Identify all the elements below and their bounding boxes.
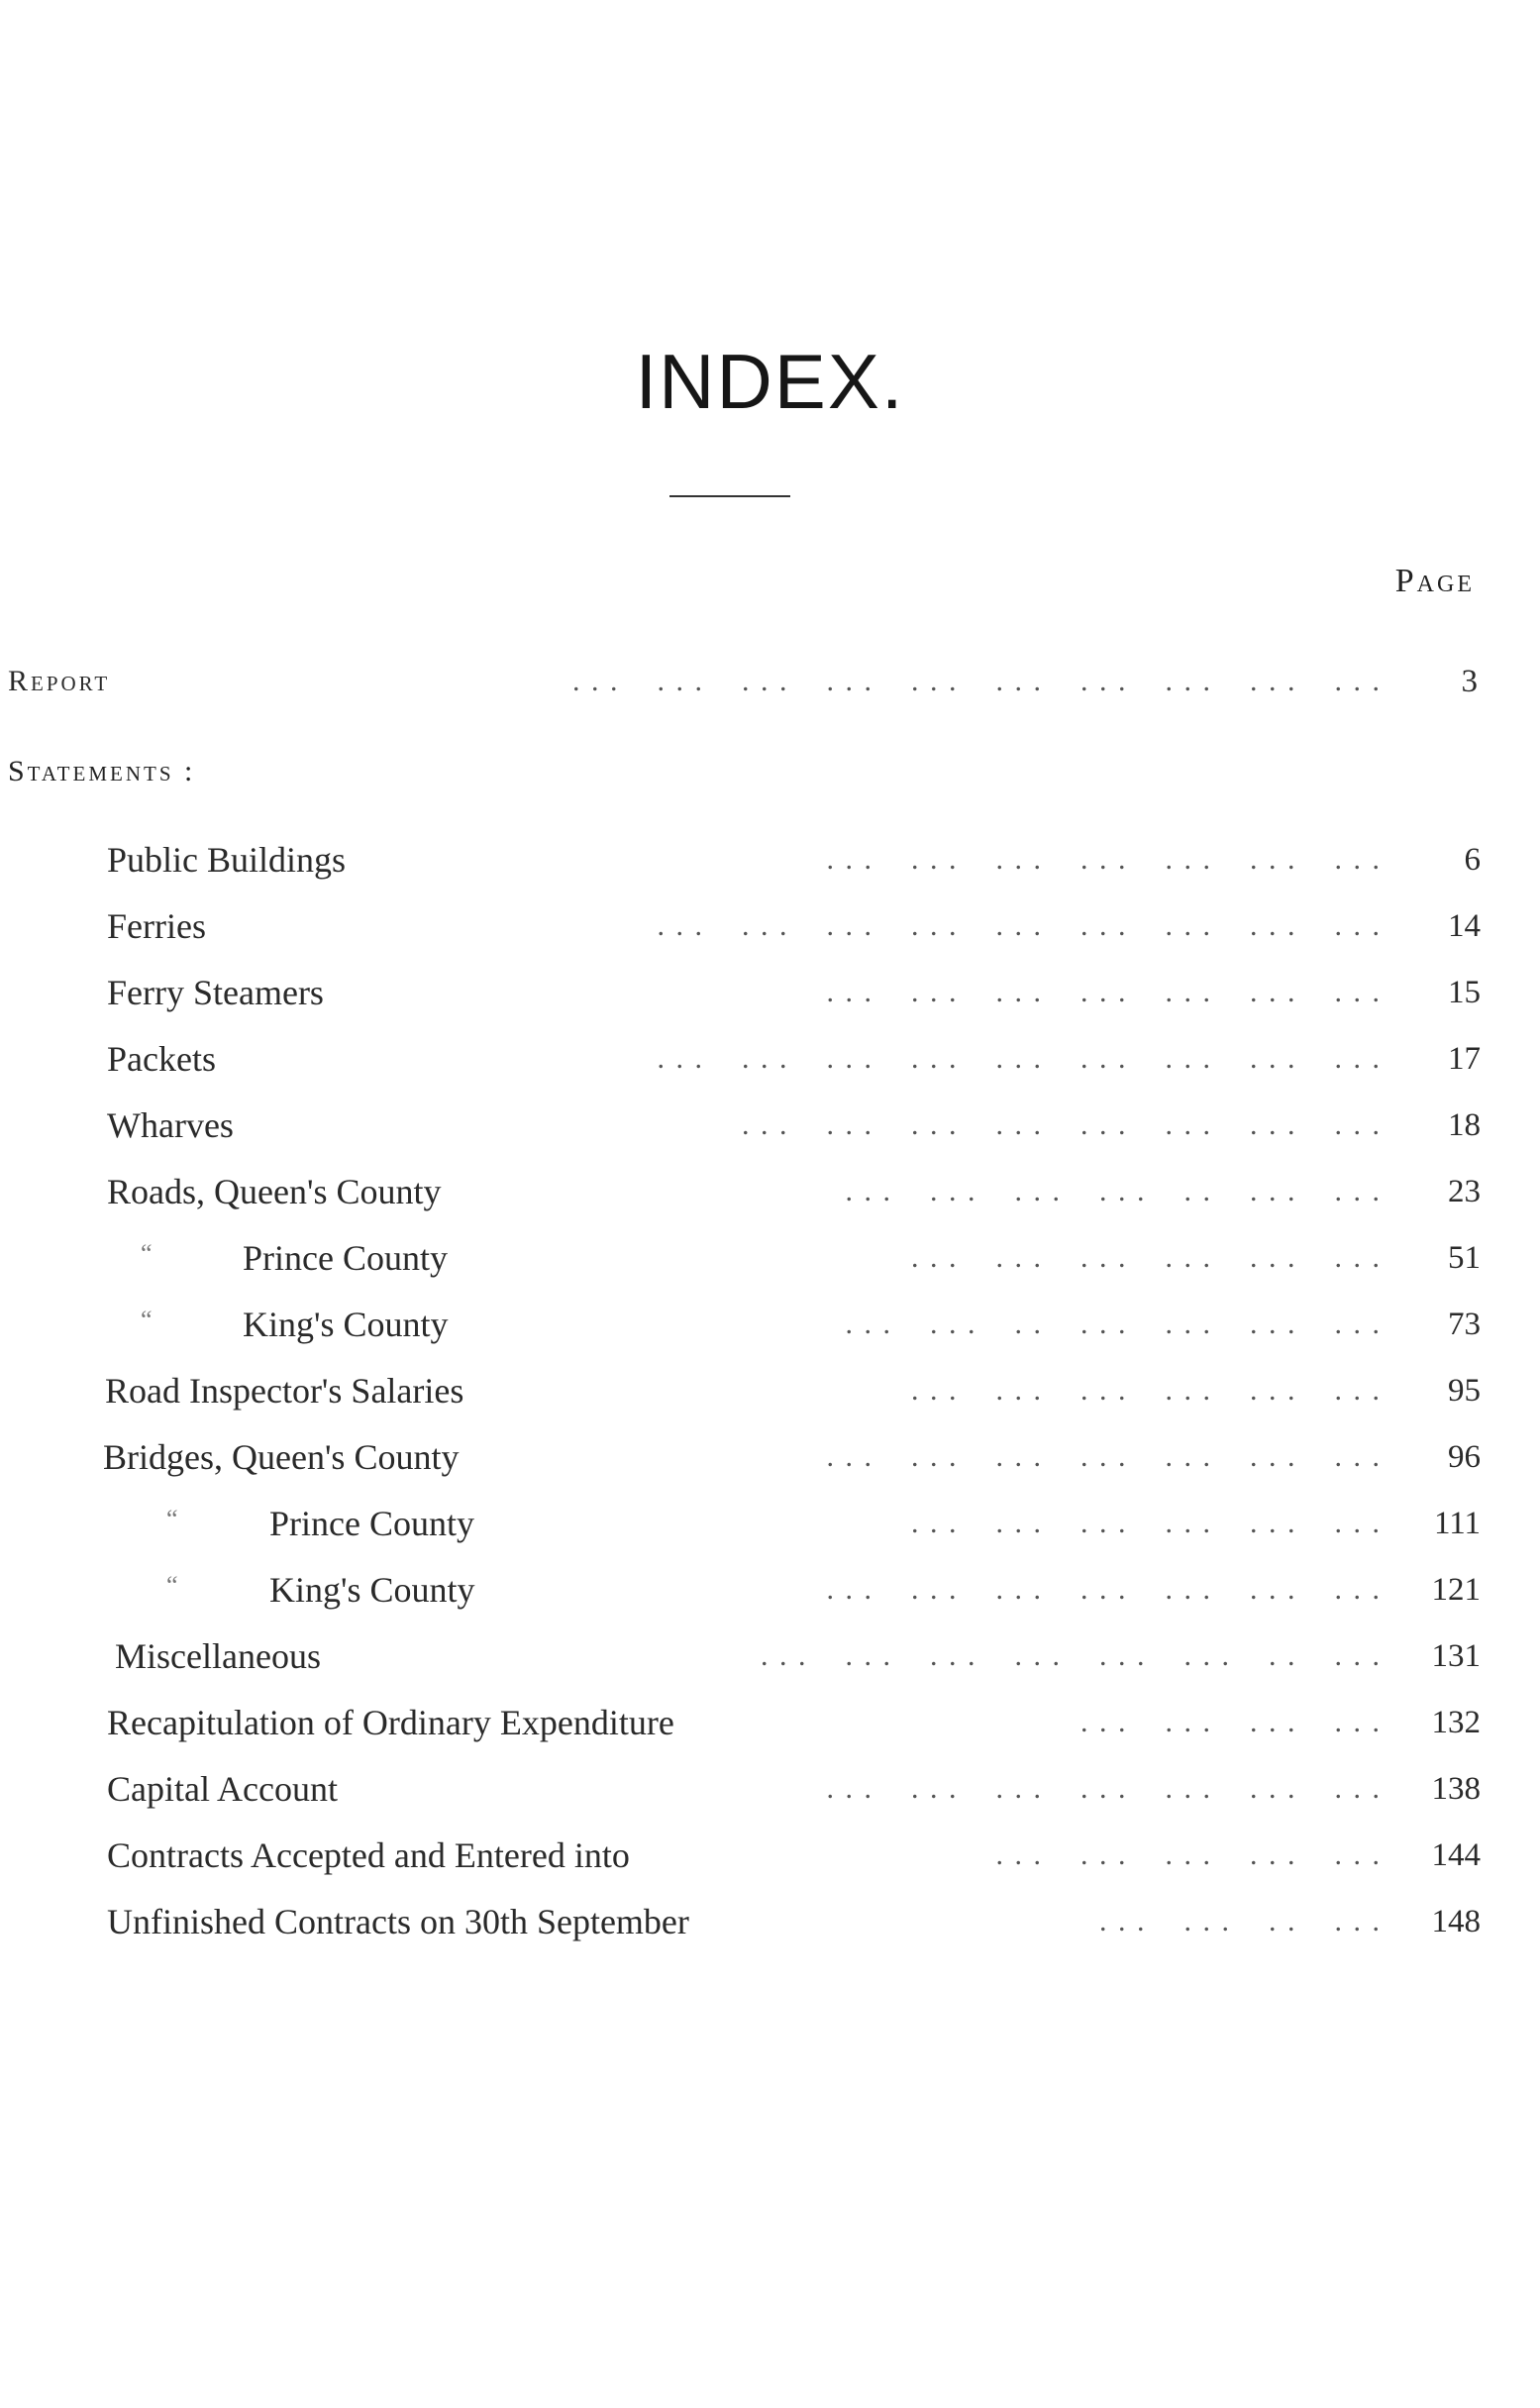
entry-page: 3: [1461, 664, 1481, 699]
index-entry: [0, 1366, 1540, 1415]
dot-leader: . . . . . . . . . . . . . . . . . .: [911, 1507, 1382, 1539]
index-entry: [0, 1831, 1540, 1880]
index-entry: [0, 1034, 1540, 1084]
entry-label: King's County: [269, 1570, 475, 1610]
index-entry-sub: [0, 1565, 1540, 1615]
entry-label: Recapitulation of Ordinary Expenditure: [107, 1703, 674, 1742]
ditto-mark: “: [166, 1571, 178, 1600]
dot-leader: . . . . . . . . . . . . . . . . . . . . . . . . . . .: [657, 1042, 1382, 1075]
entry-page: 51: [1448, 1240, 1481, 1276]
dot-leader: . . . . . . . . . . . . . . . . . . . .: [845, 1175, 1382, 1207]
dot-leader: . . . . . . . . . . . . . . . . . . . . . . . . . . . . . .: [572, 665, 1382, 697]
ditto-mark: “: [166, 1505, 178, 1533]
entry-page: 111: [1433, 1506, 1481, 1541]
entry-label: Miscellaneous: [115, 1636, 321, 1676]
index-entry: [0, 1432, 1540, 1482]
index-entry-sub: [0, 1233, 1540, 1283]
index-entry: [0, 1764, 1540, 1814]
title-rule: [669, 495, 790, 497]
entry-label: Packets: [107, 1039, 216, 1079]
entry-page: 148: [1431, 1904, 1481, 1939]
entry-label: Wharves: [107, 1105, 234, 1145]
statements-heading: Statements :: [8, 755, 196, 787]
entry-page: 17: [1448, 1041, 1481, 1077]
entry-page: 144: [1431, 1837, 1481, 1873]
dot-leader: . . . . . . . . . . . . . . . . . .: [911, 1241, 1382, 1274]
entry-page: 15: [1448, 975, 1481, 1010]
index-entry: [0, 901, 1540, 951]
entry-page: 131: [1431, 1638, 1481, 1674]
index-entry-report: [0, 657, 1540, 706]
page-title: INDEX.: [635, 338, 905, 425]
dot-leader: . . . . . . . . . . . . . . . . . . . . .: [826, 843, 1382, 876]
dot-leader: . . . . . . . . . . . . . . . . . . . . .: [826, 1573, 1382, 1606]
dot-leader: . . . . . . . . . . .: [1099, 1905, 1382, 1937]
entry-page: 14: [1448, 908, 1481, 944]
entry-label: Prince County: [243, 1238, 448, 1278]
page-column-heading: Page: [1394, 563, 1475, 599]
entry-label: Roads, Queen's County: [107, 1172, 442, 1211]
entry-label: Road Inspector's Salaries: [105, 1371, 464, 1411]
dot-leader: . . . . . . . . . . . . . . . . . . . . . . . . . . .: [657, 909, 1382, 942]
index-entry: [0, 835, 1540, 885]
entry-label: King's County: [243, 1305, 449, 1344]
entry-label: Public Buildings: [107, 840, 347, 880]
dot-leader: . . . . . . . . . . . . . . .: [995, 1838, 1382, 1871]
entry-label: Ferries: [107, 906, 206, 946]
index-entry-sub: [0, 1300, 1540, 1349]
entry-page: 18: [1448, 1107, 1481, 1143]
index-entry: [0, 968, 1540, 1017]
ditto-mark: “: [141, 1239, 153, 1268]
dot-leader: . . . . . . . . . . . .: [1080, 1706, 1382, 1738]
entry-page: 23: [1448, 1174, 1481, 1209]
dot-leader: . . . . . . . . . . . . . . . . . .: [911, 1374, 1382, 1407]
index-entry: [0, 1698, 1540, 1747]
entry-label: Contracts Accepted and Entered into: [107, 1835, 630, 1875]
index-entry: [0, 1631, 1540, 1681]
entry-page: 121: [1431, 1572, 1481, 1608]
entry-label: Unfinished Contracts on 30th September: [107, 1902, 689, 1941]
entry-page: 132: [1431, 1705, 1481, 1740]
dot-leader: . . . . . . . . . . . . . . . . . . . . . . . .: [742, 1108, 1382, 1141]
dot-leader: . . . . . . . . . . . . . . . . . . . . . . .: [761, 1639, 1382, 1672]
entry-label: Report: [8, 665, 111, 697]
entry-page: 138: [1431, 1771, 1481, 1807]
index-entry-sub: [0, 1499, 1540, 1548]
entry-label: Capital Account: [107, 1769, 338, 1809]
dot-leader: . . . . . . . . . . . . . . . . . . . . .: [826, 976, 1382, 1008]
dot-leader: . . . . . . . . . . . . . . . . . . . .: [845, 1308, 1382, 1340]
index-entry: [0, 1167, 1540, 1216]
dot-leader: . . . . . . . . . . . . . . . . . . . . .: [826, 1440, 1382, 1473]
entry-page: 73: [1448, 1307, 1481, 1342]
index-entry: [0, 1100, 1540, 1150]
entry-label: Bridges, Queen's County: [103, 1437, 460, 1477]
ditto-mark: “: [141, 1306, 153, 1334]
dot-leader: . . . . . . . . . . . . . . . . . . . . .: [826, 1772, 1382, 1805]
entry-label: Ferry Steamers: [107, 973, 324, 1012]
entry-page: 6: [1464, 842, 1481, 878]
entry-page: 95: [1448, 1373, 1481, 1409]
entry-page: 96: [1448, 1439, 1481, 1475]
entry-label: Prince County: [269, 1504, 474, 1543]
index-entry: [0, 1897, 1540, 1946]
